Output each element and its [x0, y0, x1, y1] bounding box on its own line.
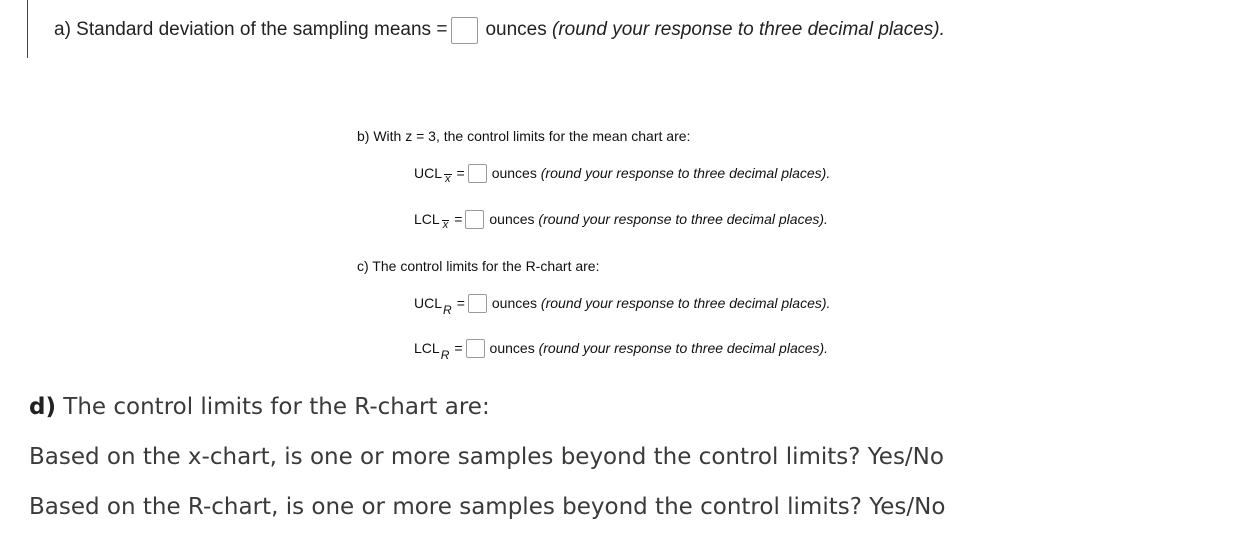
- ucl-r-input[interactable]: [468, 294, 487, 313]
- ucl-r-label: [414, 295, 452, 317]
- ucl-xbar-label: [414, 165, 452, 185]
- part-d-heading-text: The control limits for the R-chart are:: [55, 394, 490, 420]
- part-a-unit: ounces: [485, 19, 547, 40]
- lcl-xbar-equals: =: [454, 211, 463, 227]
- lcl-r-note: (round your response to three decimal places).: [538, 340, 829, 356]
- lcl-r-input[interactable]: [466, 339, 485, 358]
- ucl-r-text: UCL: [414, 295, 443, 311]
- part-d-prefix: d): [29, 394, 56, 420]
- ucl-xbar-equals: =: [456, 165, 465, 181]
- xbar-subscript: x: [442, 219, 449, 231]
- r-subscript: R: [440, 348, 450, 362]
- lcl-xbar-input[interactable]: [465, 210, 484, 229]
- left-margin-rule: [27, 0, 28, 58]
- part-a-row: [54, 16, 945, 44]
- xbar-subscript: x: [445, 173, 451, 185]
- ucl-r-row: [414, 293, 831, 317]
- ucl-xbar-note: (round your response to three decimal places).: [540, 165, 831, 181]
- ucl-r-equals: =: [456, 295, 465, 311]
- lcl-xbar-text: LCL: [414, 211, 440, 227]
- ucl-xbar-input[interactable]: [468, 164, 487, 183]
- ucl-r-unit: ounces: [491, 295, 538, 311]
- lcl-r-equals: =: [454, 340, 463, 356]
- ucl-xbar-text: UCL: [414, 165, 443, 181]
- lcl-r-label: [414, 340, 450, 362]
- ucl-xbar-unit: ounces: [491, 165, 537, 181]
- question-r-chart: Based on the R-chart, is one or more samples beyond the control limits? Yes/No: [29, 494, 946, 520]
- ucl-xbar-row: [414, 163, 830, 183]
- lcl-r-unit: ounces: [489, 340, 535, 356]
- lcl-xbar-note: (round your response to three decimal places).: [538, 211, 828, 227]
- part-d-heading: [29, 394, 490, 420]
- lcl-r-text: LCL: [414, 340, 440, 356]
- part-b-heading: b) With z = 3, the control limits for the mean chart are:: [357, 128, 691, 144]
- lcl-r-row: [414, 338, 829, 362]
- ucl-r-note: (round your response to three decimal places).: [540, 295, 831, 311]
- lcl-xbar-row: [414, 209, 828, 229]
- question-xbar-chart: Based on the x-chart, is one or more samples beyond the control limits? Yes/No: [29, 444, 944, 470]
- part-a-label: a) Standard deviation of the sampling means =: [54, 19, 448, 40]
- std-dev-answer-input[interactable]: [451, 17, 478, 44]
- part-a-note: (round your response to three decimal places).: [552, 19, 945, 40]
- lcl-xbar-unit: ounces: [489, 211, 535, 227]
- part-c-heading: c) The control limits for the R-chart are:: [357, 258, 600, 274]
- r-subscript: R: [443, 303, 452, 317]
- lcl-xbar-label: [414, 211, 449, 231]
